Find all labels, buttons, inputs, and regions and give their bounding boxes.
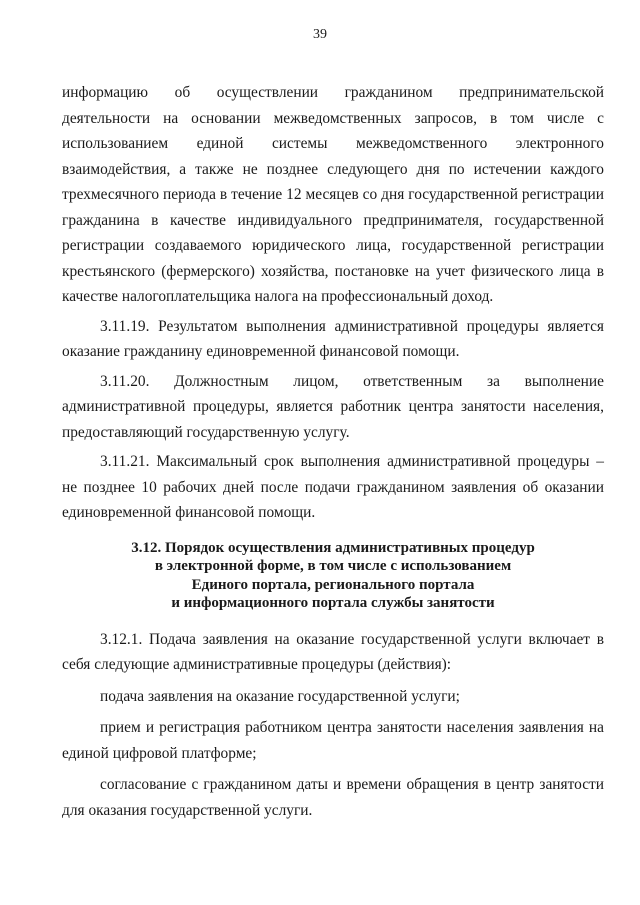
paragraph-3-11-19: 3.11.19. Результатом выполнения административной процедуры является оказание гражданину единовременной финансовой помощи.: [62, 317, 604, 360]
list-item-submission: подача заявления на оказание государственной услуги;: [100, 687, 460, 705]
paragraph-3-11-21: 3.11.21. Максимальный срок выполнения административной процедуры – не позднее 10 рабочих дней после подачи гражданином заявления об оказании единовременной финансовой помощи.: [62, 453, 604, 521]
heading-line: 3.12. Порядок осуществления административных процедур: [131, 539, 535, 556]
heading-line: в электронной форме, в том числе с использованием: [154, 558, 512, 574]
list-item-scheduling: согласование с гражданином даты и времени обращения в центр занятости для оказания государственной услуги.: [62, 776, 604, 819]
document-body: [62, 80, 604, 823]
paragraph-3-11-20: 3.11.20. Должностным лицом, ответственным за выполнение административной процедуры, является работник центра занятости населения, предоставляющий государственную услугу.: [62, 372, 604, 441]
list-item-registration: прием и регистрация работником центра занятости населения заявления на единой цифровой платформе;: [62, 719, 604, 762]
page-number: 39: [313, 27, 327, 42]
paragraph-continuation: информацию об осуществлении гражданином предпринимательской деятельности на основании межведомственных запросов, в том числе с использованием единой системы межведомственного электронного взаимодействия, а также не позднее следующего дня по истечении каждого трехмесячного периода в течение 12 месяцев со дня государственной регистрации гражданина в качестве индивидуального предпринимателя, государственной регистрации создаваемого юридического лица, государственной регистрации крестьянского (фермерского) хозяйства, постановке на учет физического лица в качестве налогоплательщика налога на профессиональный доход.: [62, 84, 604, 305]
section-heading-3-12: [62, 539, 604, 613]
heading-line: Единого портала, регионального портала: [191, 576, 475, 593]
heading-line: и информационного портала службы занятости: [171, 595, 495, 611]
paragraph-3-12-1: 3.12.1. Подача заявления на оказание государственной услуги включает в себя следующие административные процедуры (действия):: [62, 630, 604, 673]
